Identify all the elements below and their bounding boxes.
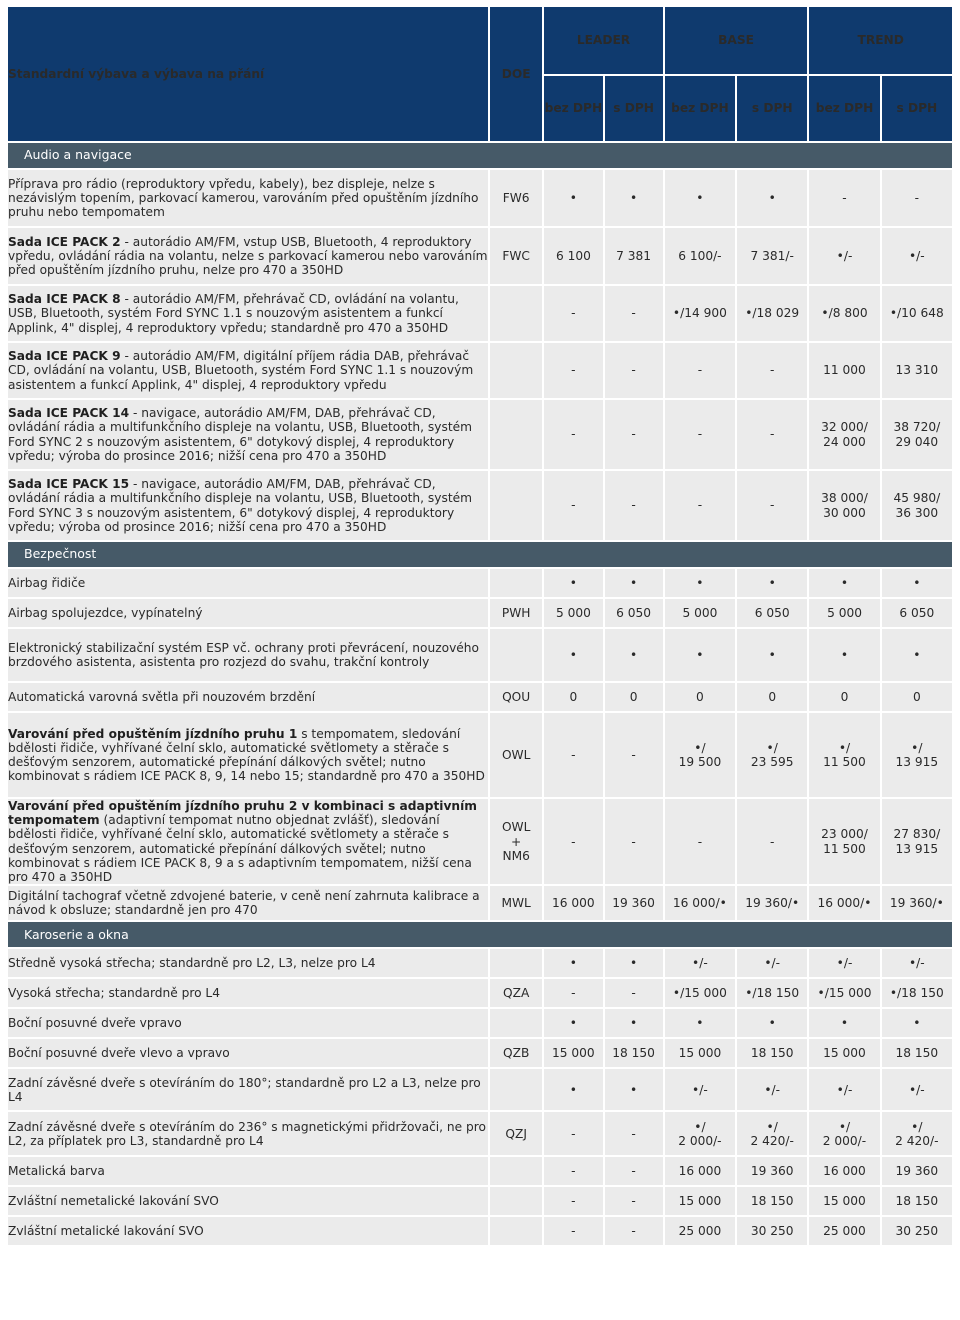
price-cell: •/8 800 (809, 286, 879, 341)
doe-column-header: DOE (490, 7, 542, 141)
equipment-row (8, 1009, 952, 1037)
price-cell: •/- (882, 228, 952, 284)
equipment-description (8, 713, 488, 797)
doe-code: OWL (490, 713, 542, 797)
equipment-detail: Boční posuvné dveře vlevo a vpravo (8, 1046, 230, 1061)
equipment-detail: Airbag spolujezdce, vypínatelný (8, 605, 203, 620)
price-cell: 19 360/• (882, 886, 952, 920)
doe-code: QZA (490, 979, 542, 1007)
price-cell: •/- (809, 949, 879, 977)
price-cell (809, 1112, 879, 1155)
price-cell-line: 2 000/- (678, 1133, 722, 1148)
price-cell (882, 799, 952, 884)
price-cell-line: 38 720/ (893, 420, 941, 435)
price-cell: •/- (737, 949, 807, 977)
price-cell: •/15 000 (665, 979, 735, 1007)
price-cell: - (544, 471, 602, 540)
price-cell: • (665, 629, 735, 681)
doe-code: MWL (490, 886, 542, 920)
leader-s-dph-header: s DPH (605, 76, 663, 141)
equipment-row (8, 1039, 952, 1067)
price-cell: - (544, 1217, 602, 1245)
equipment-row (8, 569, 952, 597)
doe-code (490, 343, 542, 398)
price-cell: 0 (544, 683, 602, 711)
price-cell: 7 381/- (737, 228, 807, 284)
price-cell: •/14 900 (665, 286, 735, 341)
price-cell: 18 150 (737, 1039, 807, 1067)
price-cell-line: 11 500 (823, 755, 866, 769)
page-title: Standardní výbava a výbava na přání (8, 7, 488, 141)
price-cell: 16 000 (544, 886, 602, 920)
equipment-name: Sada ICE PACK 14 (8, 406, 130, 421)
equipment-detail: - autorádio AM/FM, digitální příjem rádia DAB, přehrávač CD, ovládání na volantu, USB, Bluetooth, systém Ford SYNC 1.1 s nouzovým asistentem a funkcí Applink, 4" displej, 4 reproduktory vpředu (8, 349, 474, 392)
price-cell: - (544, 1112, 602, 1155)
doe-code: PWH (490, 599, 542, 627)
trend-bez-dph-header: bez DPH (809, 76, 879, 141)
price-cell: - (544, 713, 602, 797)
price-cell-line: 36 300 (895, 505, 939, 520)
price-cell: • (882, 629, 952, 681)
price-cell: • (605, 1009, 663, 1037)
price-cell: • (605, 629, 663, 681)
equipment-detail: Zadní závěsné dveře s otevíráním do 236° s magnetickými přidržovači, ne pro L2, za příplatek pro L3, standardně pro L4 (8, 1119, 486, 1148)
price-cell: • (544, 170, 602, 226)
price-cell: - (605, 1157, 663, 1185)
price-cell: • (882, 1009, 952, 1037)
price-cell-line: 38 000/ (821, 491, 868, 506)
equipment-row (8, 683, 952, 711)
equipment-description (8, 1187, 488, 1215)
doe-code (490, 1187, 542, 1215)
equipment-detail: - autorádio AM/FM, přehrávač CD, ovládání na volantu, USB, Bluetooth, systém Ford SYNC 1.1 s nouzovým asistentem a funkcí Applink, 4" displej, 4 reproduktory vpředu; standardně pro 470 a 350HD (8, 292, 459, 335)
price-cell-line: 11 500 (823, 841, 866, 856)
equipment-detail: - navigace, autorádio AM/FM, DAB, přehrávač CD, ovládání rádia a multifunkčního displeje na volantu, USB, Bluetooth, systém Ford SYNC 3 s nouzovým asistentem, 6" dotykový displej, 4 reproduktory vpředu; výroba od prosince 2016; nižší cena pro 470 a 350HD (8, 477, 472, 534)
price-cell (665, 1112, 735, 1155)
equipment-description (8, 1112, 488, 1155)
price-cell-line: 45 980/ (893, 491, 941, 506)
section-title: Audio a navigace (8, 143, 952, 168)
equipment-row (8, 1187, 952, 1215)
equipment-detail: Metalická barva (8, 1164, 105, 1179)
equipment-description (8, 343, 488, 398)
equipment-description (8, 1039, 488, 1067)
equipment-row (8, 170, 952, 226)
price-cell: 0 (665, 683, 735, 711)
price-cell: • (809, 1009, 879, 1037)
price-cell-line: •/ (694, 740, 706, 755)
base-bez-dph-header: bez DPH (665, 76, 735, 141)
price-cell: • (737, 170, 807, 226)
trend-s-dph-header: s DPH (882, 76, 952, 141)
price-cell: • (605, 949, 663, 977)
price-cell-line: •/ (838, 1119, 851, 1134)
price-cell: - (544, 979, 602, 1007)
price-cell: • (605, 569, 663, 597)
equipment-name: Varování před opuštěním jízdního pruhu 1 (8, 726, 298, 741)
equipment-row (8, 343, 952, 398)
section-header-row (8, 922, 952, 947)
equipment-detail: Příprava pro rádio (reproduktory vpředu, kabely), bez displeje, nelze s nezávislým topením, parkovací kamerou, varováním před opuštěním jízdního pruhu nebo tempomatem (8, 176, 479, 220)
equipment-price-table (6, 5, 954, 1247)
equipment-row (8, 799, 952, 884)
leader-bez-dph-header: bez DPH (544, 76, 602, 141)
price-cell: • (665, 1009, 735, 1037)
price-cell: - (544, 1187, 602, 1215)
price-cell: 16 000/• (809, 886, 879, 920)
leader-group-header: LEADER (544, 7, 662, 74)
equipment-description (8, 1009, 488, 1037)
price-cell: 6 050 (605, 599, 663, 627)
equipment-description (8, 400, 488, 469)
equipment-row (8, 949, 952, 977)
doe-code (490, 1157, 542, 1185)
equipment-detail: Digitální tachograf včetně zdvojené baterie, v ceně není zahrnuta kalibrace a návod k obsluze; standardně jen pro 470 (8, 889, 480, 918)
doe-code: FWC (490, 228, 542, 284)
price-cell: •/- (809, 228, 879, 284)
equipment-description (8, 1069, 488, 1110)
price-cell (882, 1112, 952, 1155)
doe-code: QZJ (490, 1112, 542, 1155)
equipment-description (8, 979, 488, 1007)
price-cell: - (665, 400, 735, 469)
price-cell: 7 381 (605, 228, 663, 284)
price-cell: - (544, 1157, 602, 1185)
price-cell: •/- (665, 949, 735, 977)
equipment-row (8, 979, 952, 1007)
doe-code (490, 286, 542, 341)
price-cell: 0 (882, 683, 952, 711)
price-cell: •/10 648 (882, 286, 952, 341)
price-cell: • (809, 629, 879, 681)
base-group-header: BASE (665, 7, 808, 74)
price-cell-line: 23 595 (750, 755, 794, 769)
price-cell-line: 24 000 (823, 434, 866, 449)
price-cell: • (882, 569, 952, 597)
price-cell: - (665, 799, 735, 884)
equipment-detail: Zvláštní metalické lakování SVO (8, 1224, 204, 1239)
price-cell: • (737, 629, 807, 681)
price-cell: 19 360 (737, 1157, 807, 1185)
price-cell (882, 713, 952, 797)
price-cell: - (882, 170, 952, 226)
equipment-detail: Zvláštní nemetalické lakování SVO (8, 1194, 219, 1209)
doe-code (490, 1009, 542, 1037)
equipment-row (8, 1112, 952, 1155)
equipment-description (8, 683, 488, 711)
price-cell: • (737, 569, 807, 597)
equipment-name: Varování před opuštěním jízdního pruhu 2 v kombinaci s adaptivním tempomatem (8, 799, 477, 828)
price-cell: 5 000 (544, 599, 602, 627)
price-cell: 18 150 (882, 1039, 952, 1067)
price-cell: - (544, 286, 602, 341)
price-cell-line: 19 500 (678, 755, 722, 769)
price-cell: 5 000 (665, 599, 735, 627)
price-cell-line: 13 915 (895, 841, 939, 856)
price-cell: - (665, 343, 735, 398)
base-s-dph-header: s DPH (737, 76, 807, 141)
price-cell-line: •/ (766, 740, 778, 755)
equipment-detail: - navigace, autorádio AM/FM, DAB, přehrávač CD, ovládání rádia a multifunkčního displeje na volantu, USB, Bluetooth, systém Ford SYNC 2 s nouzovým asistentem, 6" dotykový displej, 4 reproduktory vpředu; výroba do prosince 2016; nižší cena pro 470 a 350HD (8, 406, 472, 463)
equipment-detail: Automatická varovná světla při nouzovém brzdění (8, 689, 316, 704)
equipment-description (8, 886, 488, 920)
price-cell: 15 000 (665, 1187, 735, 1215)
price-cell: 0 (809, 683, 879, 711)
equipment-row (8, 1069, 952, 1110)
price-cell-line: 32 000/ (821, 420, 868, 435)
price-cell: •/18 029 (737, 286, 807, 341)
price-cell-line: 23 000/ (821, 827, 868, 842)
equipment-description (8, 471, 488, 540)
header-row-top (8, 7, 952, 74)
price-cell-line: •/ (694, 1119, 706, 1134)
doe-code (490, 471, 542, 540)
price-cell: 6 050 (737, 599, 807, 627)
doe-code (490, 799, 542, 884)
equipment-detail: s tempomatem, sledování bdělosti řidiče, vyhřívané čelní sklo, automatické světlomety a stěrače s dešťovým senzorem, automatické přepínání dálkových světel; nutno kombinovat s rádiem ICE PACK 8, 9, 14 nebo 15; standardně pro 470 a 350HD (8, 726, 485, 784)
equipment-row (8, 471, 952, 540)
price-cell: - (737, 799, 807, 884)
doe-code-line: + (511, 834, 522, 849)
section-header-row (8, 542, 952, 567)
doe-code (490, 629, 542, 681)
price-cell: - (605, 713, 663, 797)
price-cell: •/- (882, 1069, 952, 1110)
doe-code (490, 569, 542, 597)
doe-code (490, 949, 542, 977)
price-cell: • (544, 1009, 602, 1037)
equipment-row (8, 886, 952, 920)
price-cell: - (809, 170, 879, 226)
price-cell: - (605, 979, 663, 1007)
price-cell: • (605, 1069, 663, 1110)
price-cell: - (737, 343, 807, 398)
price-cell-line: 2 000/- (822, 1133, 867, 1148)
price-cell (809, 799, 879, 884)
price-cell: - (605, 471, 663, 540)
price-cell: 15 000 (665, 1039, 735, 1067)
equipment-description (8, 170, 488, 226)
price-cell (737, 713, 807, 797)
price-cell: - (605, 1187, 663, 1215)
price-cell: - (605, 1217, 663, 1245)
price-cell: 0 (737, 683, 807, 711)
doe-code-line: NM6 (502, 848, 530, 863)
price-cell: 18 150 (882, 1187, 952, 1215)
price-cell: •/- (665, 1069, 735, 1110)
doe-code: FW6 (490, 170, 542, 226)
equipment-detail: Zadní závěsné dveře s otevíráním do 180°; standardně pro L2 a L3, nelze pro L4 (8, 1075, 481, 1104)
price-cell: 25 000 (809, 1217, 879, 1245)
equipment-row (8, 599, 952, 627)
price-cell: - (544, 343, 602, 398)
price-cell: - (605, 286, 663, 341)
price-cell: 13 310 (882, 343, 952, 398)
price-cell-line: 27 830/ (893, 827, 941, 842)
price-cell-line: •/ (911, 740, 923, 755)
price-cell-line: 2 420/- (895, 1133, 939, 1148)
price-cell: •/- (882, 949, 952, 977)
equipment-description (8, 569, 488, 597)
price-cell: 18 150 (737, 1187, 807, 1215)
equipment-detail: Elektronický stabilizační systém ESP vč. ochrany proti převrácení, nouzového brzdového asistenta, asistenta pro rozjezd do svahu, trakční kontroly (8, 640, 479, 669)
price-cell-line: •/ (911, 1119, 923, 1134)
price-cell: 0 (605, 683, 663, 711)
equipment-name: Sada ICE PACK 9 (8, 349, 121, 364)
doe-code (490, 1069, 542, 1110)
price-cell: • (665, 569, 735, 597)
price-cell: 5 000 (809, 599, 879, 627)
price-cell: 6 050 (882, 599, 952, 627)
price-cell (665, 713, 735, 797)
equipment-detail: - autorádio AM/FM, vstup USB, Bluetooth, 4 reproduktory vpředu, ovládání rádia na volantu, nelze s parkovací kamerou nebo varováním před opuštěním jízdního pruhu, nelze pro 470 a 350HD (8, 234, 488, 278)
doe-code: QZB (490, 1039, 542, 1067)
equipment-detail: Boční posuvné dveře vpravo (8, 1016, 182, 1031)
price-cell: • (544, 949, 602, 977)
price-cell: 6 100 (544, 228, 602, 284)
equipment-description (8, 1157, 488, 1185)
price-cell (882, 400, 952, 469)
price-cell: • (737, 1009, 807, 1037)
price-cell (882, 471, 952, 540)
equipment-row (8, 286, 952, 341)
price-cell (737, 1112, 807, 1155)
price-cell: 16 000 (809, 1157, 879, 1185)
equipment-row (8, 1217, 952, 1245)
trend-group-header: TREND (809, 7, 952, 74)
price-cell: • (605, 170, 663, 226)
price-cell: •/15 000 (809, 979, 879, 1007)
price-cell: 19 360/• (737, 886, 807, 920)
price-cell (809, 713, 879, 797)
equipment-description (8, 286, 488, 341)
price-cell: 11 000 (809, 343, 879, 398)
section-title: Bezpečnost (8, 542, 952, 567)
equipment-detail: (adaptivní tempomat nutno objednat zvlášť), sledování bdělosti řidiče, vyhřívané čelní sklo, automatické světlomety a stěrače s dešťovým senzorem, automatické přepínání dálkových světel; nutno kombinovat s rádiem ICE PACK 8, 9 a s adaptivním tempomatem, nižší cena pro 470 a 350HD (8, 813, 472, 885)
price-cell-line: 30 000 (823, 505, 866, 520)
equipment-name: Sada ICE PACK 8 (8, 292, 121, 307)
price-cell: 25 000 (665, 1217, 735, 1245)
price-cell: 19 360 (605, 886, 663, 920)
equipment-description (8, 228, 488, 284)
price-cell-line: •/ (838, 740, 851, 755)
price-cell: - (605, 400, 663, 469)
price-cell: •/- (737, 1069, 807, 1110)
price-cell: - (665, 471, 735, 540)
price-cell (809, 400, 879, 469)
equipment-row (8, 228, 952, 284)
doe-code (490, 1217, 542, 1245)
equipment-row (8, 713, 952, 797)
price-cell: - (737, 471, 807, 540)
doe-code-line: OWL (501, 820, 531, 835)
price-cell: 15 000 (809, 1187, 879, 1215)
price-cell: - (737, 400, 807, 469)
price-cell (809, 471, 879, 540)
section-title: Karoserie a okna (8, 922, 952, 947)
price-cell: 19 360 (882, 1157, 952, 1185)
equipment-description (8, 799, 488, 884)
equipment-description (8, 629, 488, 681)
equipment-detail: Vysoká střecha; standardně pro L4 (8, 986, 220, 1001)
price-cell-line: 2 420/- (750, 1133, 794, 1148)
price-cell: • (544, 1069, 602, 1110)
price-cell: - (605, 1112, 663, 1155)
price-cell: - (544, 799, 602, 884)
equipment-name: Sada ICE PACK 15 (8, 477, 130, 492)
doe-code (490, 400, 542, 469)
price-cell: 6 100/- (665, 228, 735, 284)
equipment-row (8, 1157, 952, 1185)
equipment-description (8, 1217, 488, 1245)
price-cell: - (605, 343, 663, 398)
price-cell: • (544, 569, 602, 597)
price-cell: • (665, 170, 735, 226)
price-cell: 30 250 (882, 1217, 952, 1245)
price-cell: • (544, 629, 602, 681)
equipment-detail: Středně vysoká střecha; standardně pro L2, L3, nelze pro L4 (8, 956, 376, 971)
price-cell: - (544, 400, 602, 469)
price-cell: 30 250 (737, 1217, 807, 1245)
price-cell: 16 000/• (665, 886, 735, 920)
equipment-description (8, 949, 488, 977)
price-cell: 18 150 (605, 1039, 663, 1067)
price-cell: •/18 150 (737, 979, 807, 1007)
price-cell: 15 000 (544, 1039, 602, 1067)
price-cell: •/- (809, 1069, 879, 1110)
equipment-row (8, 400, 952, 469)
price-cell-line: 13 915 (895, 755, 939, 769)
price-cell-line: 29 040 (895, 434, 939, 449)
equipment-description (8, 599, 488, 627)
price-cell: 16 000 (665, 1157, 735, 1185)
equipment-row (8, 629, 952, 681)
equipment-detail: Airbag řidiče (8, 575, 86, 590)
price-cell-line: •/ (766, 1119, 778, 1134)
price-cell: 15 000 (809, 1039, 879, 1067)
price-cell: •/18 150 (882, 979, 952, 1007)
price-cell: • (809, 569, 879, 597)
section-header-row (8, 143, 952, 168)
doe-code: QOU (490, 683, 542, 711)
equipment-name: Sada ICE PACK 2 (8, 234, 121, 249)
price-cell: - (605, 799, 663, 884)
